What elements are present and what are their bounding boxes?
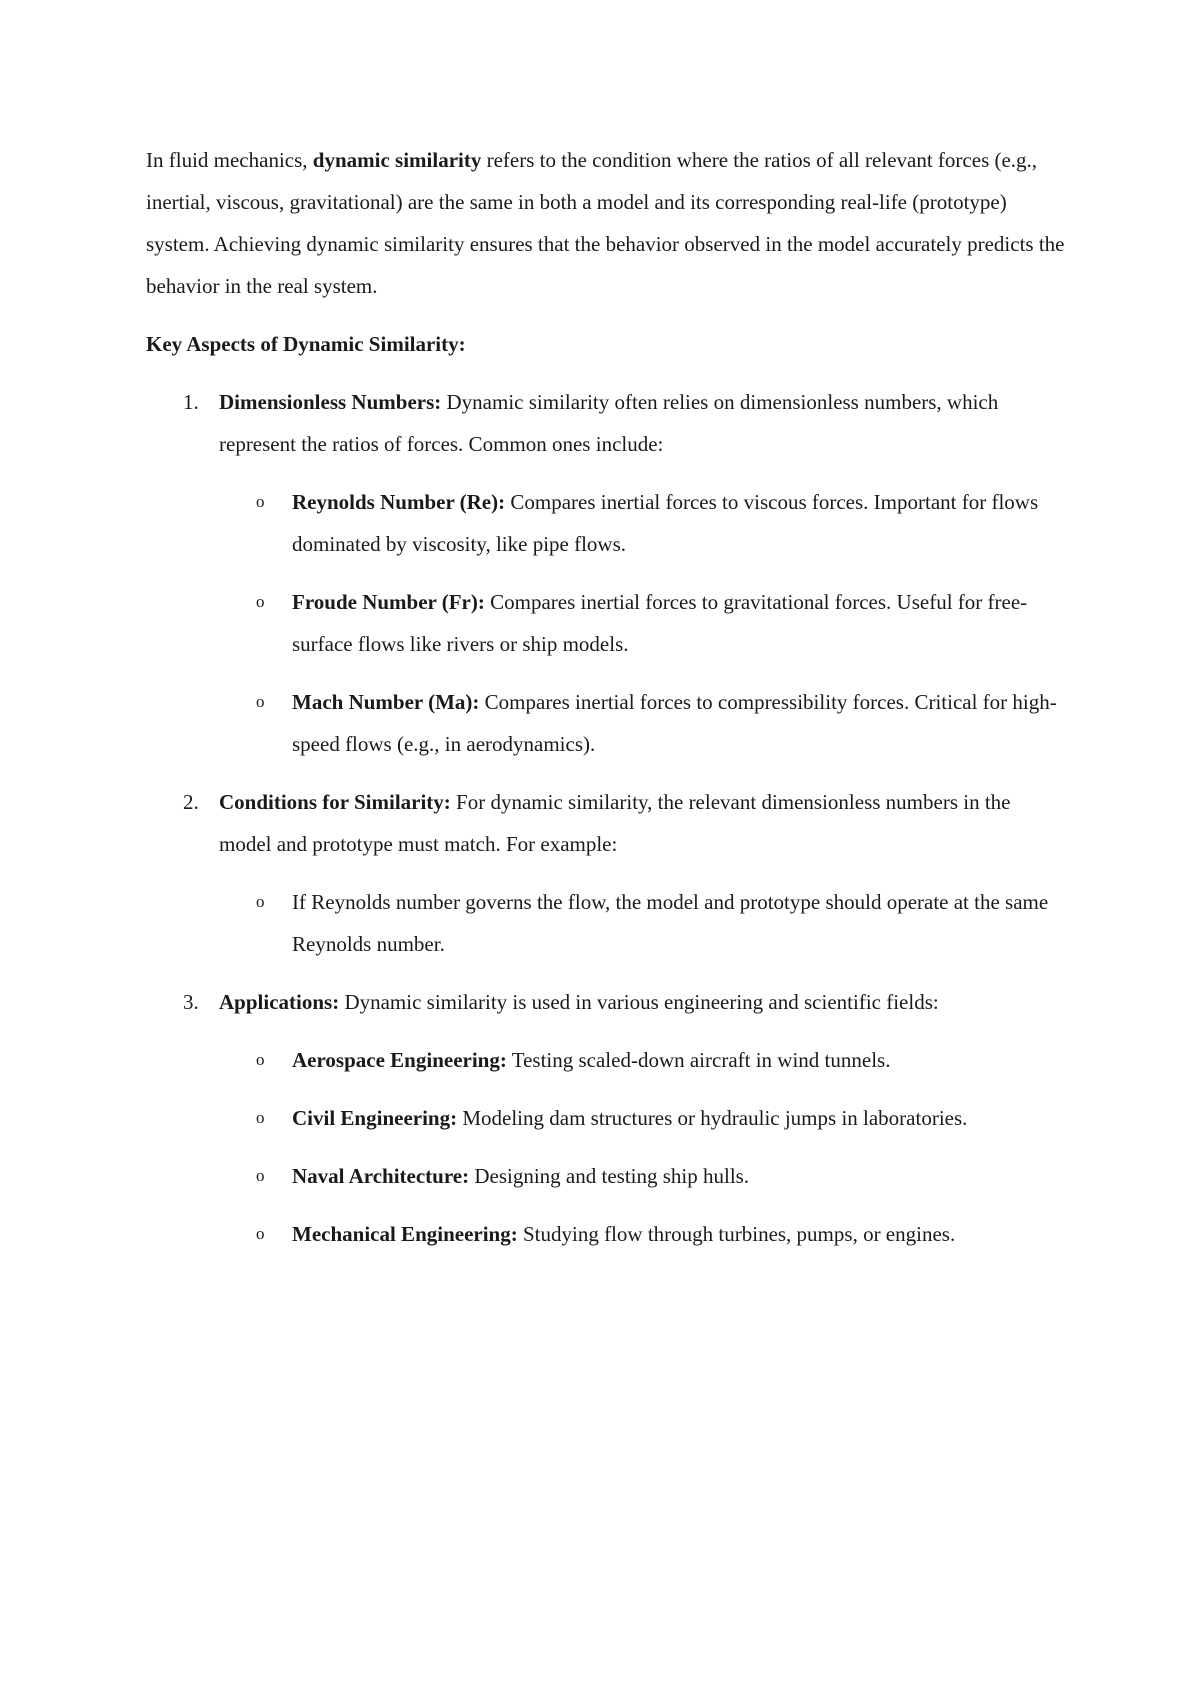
item-text: Dynamic similarity often relies on dimensionless numbers, which represent the ratios of forces. Common ones include: [219,390,999,456]
bullet-icon: o [256,492,265,511]
intro-paragraph [146,139,1066,307]
sub-list-item [219,481,1066,565]
sub-item-text: Compares inertial forces to gravitational forces. Useful for free-surface flows like rivers or ship models. [292,590,1028,656]
item-number: 3. [183,990,199,1014]
sub-item-text: Studying flow through turbines, pumps, or engines. [517,1222,956,1246]
document-body [146,139,1066,1271]
item-number: 1. [183,390,199,414]
aspects-list [146,381,1066,1255]
item-title: Dimensionless Numbers: [219,390,442,414]
sub-item-text: Modeling dam structures or hydraulic jumps in laboratories. [457,1106,968,1130]
item-number: 2. [183,790,199,814]
sub-list [219,481,1066,765]
item-title: Applications: [219,990,340,1014]
sub-list [219,881,1066,965]
intro-text-end: refers to the condition where the ratios of all relevant forces (e.g., inertial, viscous, gravitational) are the same in both a model and its corresponding real-life (prototype) system. Achieving dynamic similarity ensures that the behavior observed in the model accurately predicts the behavior in the real system. [146,148,1065,298]
sub-item-text: Compares inertial forces to viscous forces. Important for flows dominated by viscosity, like pipe flows. [292,490,1039,556]
intro-term: dynamic similarity [312,148,482,172]
bullet-icon: o [256,692,265,711]
item-text: Dynamic similarity is used in various engineering and scientific fields: [339,990,939,1014]
sub-list-item [219,1213,1066,1255]
sub-list-item [219,881,1066,965]
sub-list-item [219,1039,1066,1081]
sub-list [219,1039,1066,1255]
list-item [146,781,1066,965]
list-item [146,981,1066,1255]
sub-list-item [219,1097,1066,1139]
sub-list-item [219,681,1066,765]
sub-list-item [219,581,1066,665]
sub-item-text: Designing and testing ship hulls. [469,1164,750,1188]
sub-item-title: Mach Number (Ma): [292,690,480,714]
bullet-icon: o [256,592,265,611]
sub-item-title: Mechanical Engineering: [292,1222,518,1246]
intro-text-start: In fluid mechanics, [146,148,313,172]
item-text: For dynamic similarity, the relevant dimensionless numbers in the model and prototype must match. For example: [219,790,1011,856]
sub-list-item [219,1155,1066,1197]
bullet-icon: o [256,1050,265,1069]
bullet-icon: o [256,1108,265,1127]
sub-item-title: Naval Architecture: [292,1164,470,1188]
sub-item-text: Compares inertial forces to compressibility forces. Critical for high-speed flows (e.g., in aerodynamics). [292,690,1057,756]
bullet-icon: o [256,1224,265,1243]
sub-item-text: Testing scaled-down aircraft in wind tunnels. [506,1048,891,1072]
item-title: Conditions for Similarity: [219,790,451,814]
sub-item-title: Reynolds Number (Re): [292,490,506,514]
sub-item-title: Civil Engineering: [292,1106,458,1130]
sub-item-title: Froude Number (Fr): [292,590,485,614]
bullet-icon: o [256,892,265,911]
sub-item-title: Aerospace Engineering: [292,1048,507,1072]
bullet-icon: o [256,1166,265,1185]
list-item [146,381,1066,765]
sub-item-text: If Reynolds number governs the flow, the model and prototype should operate at the same Reynolds number. [292,890,1049,956]
section-heading: Key Aspects of Dynamic Similarity: [146,332,466,356]
